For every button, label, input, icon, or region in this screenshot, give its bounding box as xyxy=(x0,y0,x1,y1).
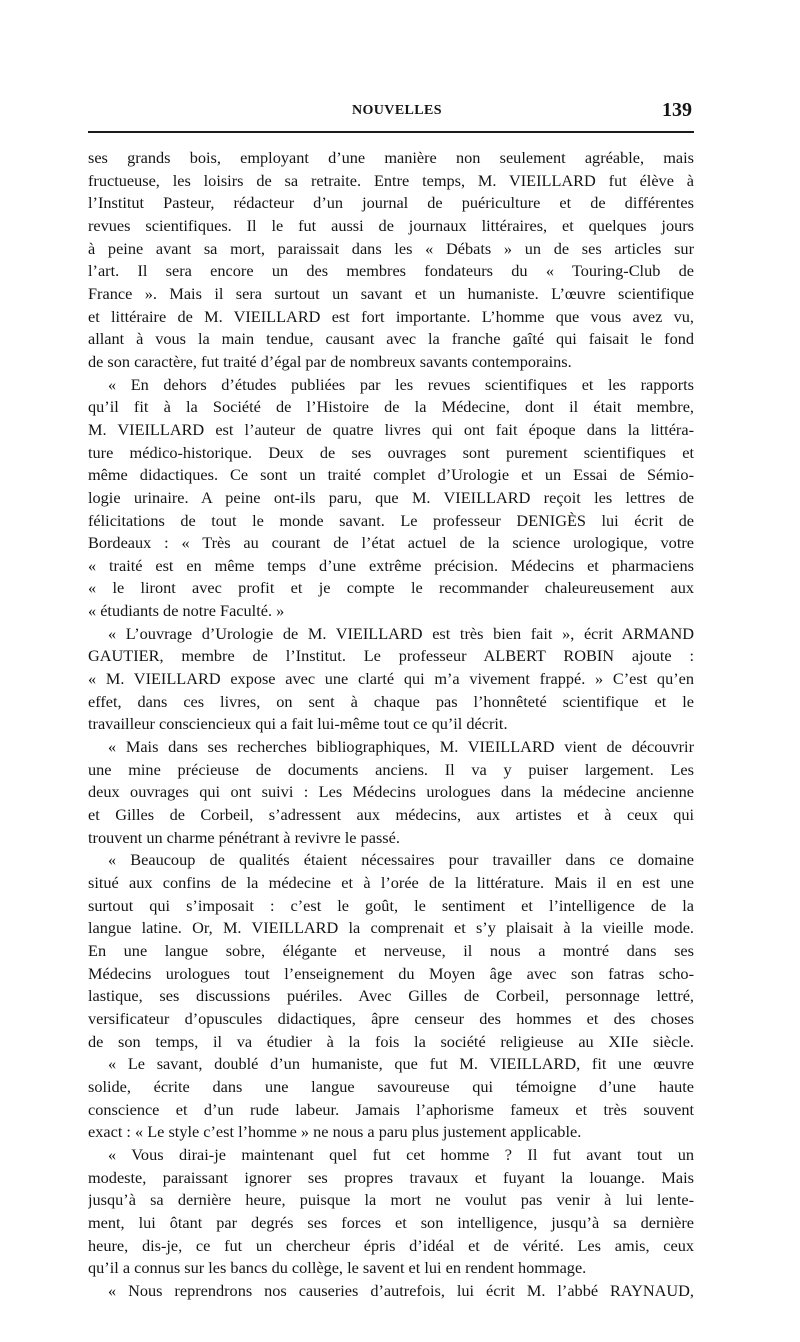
text-line: ses grands bois, employant d’une manière non seulement agréable, mais xyxy=(88,148,694,167)
body-text xyxy=(88,147,694,1302)
text-line: et littéraire de M. VIEILLARD est fort importante. L’homme que vous avez vu, xyxy=(88,306,694,326)
text-line: jusqu’à sa dernière heure, puisque la mort ne voulut pas venir à lui lente- xyxy=(88,1190,694,1210)
text-line: « Mais dans ses recherches bibliographiques, M. VIEILLARD vient de découvrir xyxy=(108,737,694,757)
text-line: à peine avant sa mort, paraissait dans les « Débats » un de ses articles sur xyxy=(88,238,694,258)
page-header xyxy=(88,99,692,125)
text-line: « étudiants de notre Faculté. » xyxy=(88,601,285,621)
text-line: heure, dis-je, ce fut un chercheur épris d’idéal et de vérité. Les amis, ceux xyxy=(88,1235,694,1255)
text-line: langue latine. Or, M. VIEILLARD la comprenait et s’y plaisait à la vieille mode. xyxy=(88,918,694,938)
text-line: trouvent un charme pénétrant à revivre le passé. xyxy=(88,827,400,847)
text-line: M. VIEILLARD est l’auteur de quatre livres qui ont fait époque dans la littéra- xyxy=(88,419,694,439)
text-line: ment, lui ôtant par degrés ses forces et son intelligence, jusqu’à sa dernière xyxy=(88,1212,694,1232)
text-line: « Beaucoup de qualités étaient nécessaires pour travailler dans ce domaine xyxy=(108,850,694,870)
text-line: France ». Mais il sera surtout un savant et un humaniste. L’œuvre scientifique xyxy=(88,283,694,303)
running-head: NOUVELLES xyxy=(352,103,442,118)
text-line: « traité est en même temps d’une extrême précision. Médecins et pharmaciens xyxy=(88,555,694,575)
text-line: modeste, paraissant ignorer ses propres travaux et fuyant la louange. Mais xyxy=(88,1167,694,1187)
text-line: allant à vous la main tendue, causant avec la franche gaîté qui faisait le fond xyxy=(88,329,694,349)
text-line: versificateur d’opuscules didactiques, âpre censeur des hommes et des choses xyxy=(88,1008,694,1028)
text-line: « Vous dirai-je maintenant quel fut cet homme ? Il fut avant tout un xyxy=(108,1144,694,1164)
text-line: « Nous reprendrons nos causeries d’autrefois, lui écrit M. l’abbé RAYNAUD, xyxy=(108,1280,694,1300)
text-line: Médecins urologues tout l’enseignement du Moyen âge avec son fatras scho- xyxy=(88,963,694,983)
text-line: « En dehors d’études publiées par les revues scientifiques et les rapports xyxy=(108,374,694,394)
text-line: même didactiques. Ce sont un traité complet d’Urologie et un Essai de Sémio- xyxy=(88,465,694,485)
text-line: situé aux confins de la médecine et à l’orée de la littérature. Mais il en est une xyxy=(88,873,694,892)
text-line: effet, dans ces livres, on sent à chaque pas l’honnêteté scientifique et le xyxy=(88,691,694,711)
text-line: revues scientifiques. Il le fut aussi de journaux littéraires, et quelques jours xyxy=(88,215,694,235)
text-line: GAUTIER, membre de l’Institut. Le professeur ALBERT ROBIN ajoute : xyxy=(88,646,694,666)
text-line: « L’ouvrage d’Urologie de M. VIEILLARD est très bien fait », écrit ARMAND xyxy=(108,623,694,643)
text-line: qu’il fit à la Société de l’Histoire de la Médecine, dont il était membre, xyxy=(88,397,694,417)
text-line: de son temps, il va étudier à la fois la société religieuse au XIIe siècle. xyxy=(88,1031,694,1051)
text-line: de son caractère, fut traité d’égal par de nombreux savants contemporains. xyxy=(88,351,572,371)
text-line: lastique, ses discussions puériles. Avec Gilles de Corbeil, personnage lettré, xyxy=(88,986,694,1006)
text-line: une mine précieuse de documents anciens. Il va y puiser largement. Les xyxy=(88,759,694,779)
text-line: solide, écrite dans une langue savoureuse qui témoigne d’une haute xyxy=(88,1076,694,1096)
text-line: logie urinaire. A peine ont-ils paru, que M. VIEILLARD reçoit les lettres de xyxy=(88,487,694,507)
text-line: deux ouvrages qui ont suivi : Les Médecins urologues dans la médecine ancienne xyxy=(88,782,694,802)
text-line: En une langue sobre, élégante et nerveuse, il nous a montré dans ses xyxy=(88,940,694,960)
text-line: conscience et d’un rude labeur. Jamais l’aphorisme fameux et très souvent xyxy=(88,1099,694,1119)
text-line: « M. VIEILLARD expose avec une clarté qui m’a vivement frappé. » C’est qu’en xyxy=(88,669,694,689)
text-line: Bordeaux : « Très au courant de l’état actuel de la science urologique, votre xyxy=(88,533,694,553)
text-line: l’art. Il sera encore un des membres fondateurs du « Touring-Club de xyxy=(88,261,694,281)
text-line: travailleur consciencieux qui a fait lui-même tout ce qu’il décrit. xyxy=(88,714,508,734)
text-line: « Le savant, doublé d’un humaniste, que fut M. VIEILLARD, fit une œuvre xyxy=(108,1054,694,1074)
text-line: « le liront avec profit et je compte le recommander chaleureusement aux xyxy=(88,578,694,598)
text-line: ture médico-historique. Deux de ses ouvrages sont purement scientifiques et xyxy=(88,442,694,462)
text-line: l’Institut Pasteur, rédacteur d’un journal de puériculture et de différentes xyxy=(88,193,694,213)
text-line: et Gilles de Corbeil, s’adressent aux médecins, aux artistes et à ceux qui xyxy=(88,805,694,825)
text-line: qu’il a connus sur les bancs du collège, le savent et lui en rendent hommage. xyxy=(88,1258,587,1278)
text-line: félicitations de tout le monde savant. Le professeur DENIGÈS lui écrit de xyxy=(88,510,694,530)
text-line: fructueuse, les loisirs de sa retraite. Entre temps, M. VIEILLARD fut élève à xyxy=(88,170,694,190)
page-number: 139 xyxy=(662,99,692,121)
header-rule xyxy=(88,131,694,133)
text-line: surtout qui s’imposait : c’est le goût, le sentiment et l’intelligence de la xyxy=(88,895,694,915)
text-line: exact : « Le style c’est l’homme » ne nous a paru plus justement applicable. xyxy=(88,1122,582,1142)
